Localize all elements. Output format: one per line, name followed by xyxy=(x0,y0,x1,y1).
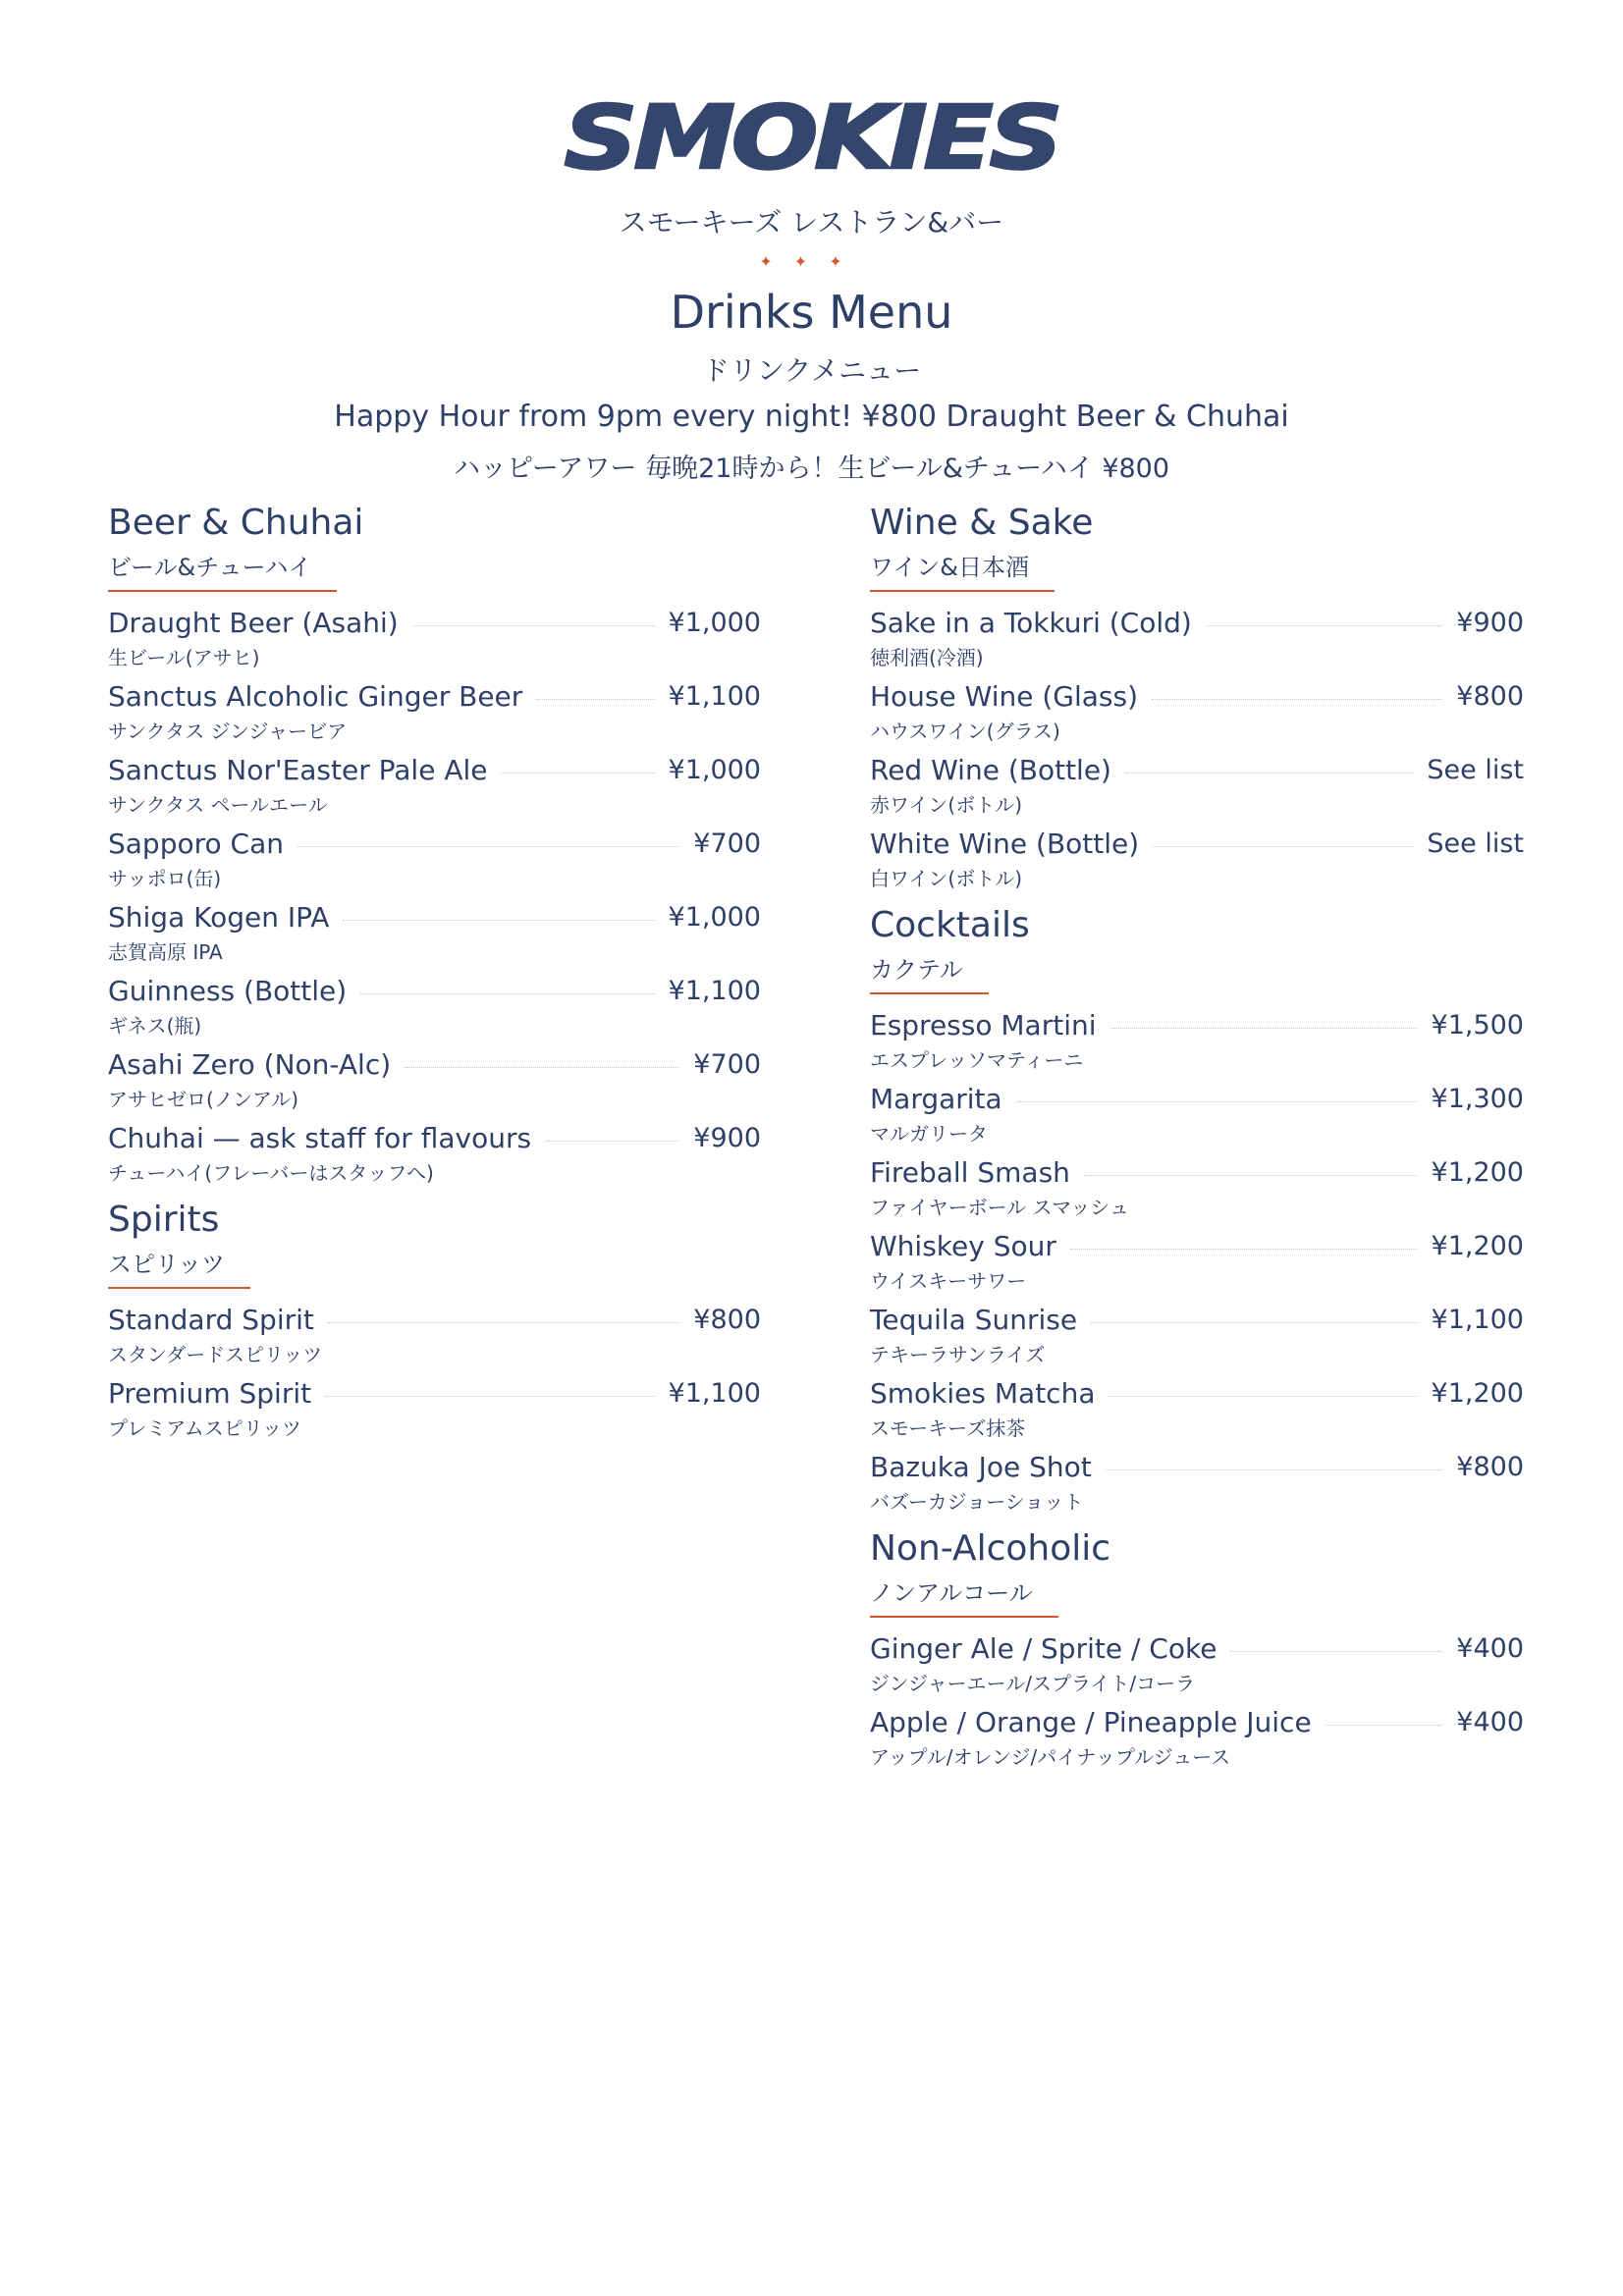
item-name-jp: ジンジャーエール/スプライト/コーラ xyxy=(870,1672,1196,1695)
item-name-jp: プレミアムスピリッツ xyxy=(108,1416,301,1440)
item-name-jp: チューハイ(フレーバーはスタッフへ) xyxy=(108,1161,434,1185)
section-cocktails xyxy=(870,898,1524,1522)
item-name: Shiga Kogen IPA xyxy=(108,901,330,934)
item-name-jp: 志賀高原 IPA xyxy=(108,940,223,964)
menu-item xyxy=(108,972,761,1045)
menu-item xyxy=(108,1301,761,1374)
item-price: ¥700 xyxy=(693,1049,761,1080)
dot-leader xyxy=(298,846,679,847)
item-name-jp: サンクタス ジンジャービア xyxy=(108,720,348,743)
item-name-jp: ギネス(瓶) xyxy=(108,1014,202,1038)
item-name: Whiskey Sour xyxy=(870,1230,1056,1262)
section-title: Cocktails xyxy=(870,905,1030,945)
item-name-jp: ファイヤーボール スマッシュ xyxy=(870,1196,1129,1219)
menu-item xyxy=(108,1045,761,1119)
item-name: Tequila Sunrise xyxy=(870,1304,1078,1336)
item-price: ¥800 xyxy=(693,1305,761,1335)
item-price: ¥800 xyxy=(1456,681,1524,712)
item-name: Sanctus Nor'Easter Pale Ale xyxy=(108,754,488,786)
menu-item xyxy=(870,677,1524,751)
section-title-jp: ワイン&日本酒 xyxy=(870,551,1055,592)
menu-item xyxy=(870,751,1524,825)
item-name-jp: 白ワイン(ボトル) xyxy=(870,867,1023,890)
section-title: Beer & Chuhai xyxy=(108,503,364,543)
dot-leader xyxy=(536,699,654,700)
restaurant-name-jp: スモーキーズ レストラン&バー xyxy=(619,206,1004,239)
item-name-jp: ハウスワイン(グラス) xyxy=(870,720,1060,743)
item-name-jp: サッポロ(缶) xyxy=(108,867,222,890)
star-divider-icon: ✦✦✦ xyxy=(759,252,864,271)
item-name: Premium Spirit xyxy=(108,1377,312,1410)
item-name: Red Wine (Bottle) xyxy=(870,754,1111,786)
section-wine-sake xyxy=(870,496,1524,898)
item-name: Smokies Matcha xyxy=(870,1377,1096,1410)
happy-hour-note: Happy Hour from 9pm every night! ¥800 Draught Beer & Chuhai xyxy=(334,400,1289,434)
menu-item xyxy=(108,825,761,898)
section-title-jp: スピリッツ xyxy=(108,1248,250,1289)
dot-leader xyxy=(501,773,654,774)
section-title: Wine & Sake xyxy=(870,503,1094,543)
happy-hour-note-jp: ハッピーアワー 毎晩21時から！生ビール&チューハイ ¥800 xyxy=(453,454,1170,484)
section-title: Spirits xyxy=(108,1200,220,1240)
item-price: ¥900 xyxy=(1456,608,1524,638)
menu-item xyxy=(870,1080,1524,1153)
item-price: See list xyxy=(1427,755,1524,785)
item-price: ¥1,300 xyxy=(1431,1084,1524,1114)
menu-item xyxy=(108,898,761,972)
item-name-jp: アサヒゼロ(ノンアル) xyxy=(108,1088,299,1111)
dot-leader xyxy=(1110,1028,1418,1029)
item-price: ¥1,000 xyxy=(668,608,761,638)
left-column xyxy=(108,496,761,1448)
item-name-jp: バズーカジョーショット xyxy=(870,1490,1084,1514)
menu-item xyxy=(870,1629,1524,1703)
menu-item xyxy=(108,751,761,825)
item-price: ¥1,100 xyxy=(668,1378,761,1409)
item-name-jp: テキーラサンライズ xyxy=(870,1343,1046,1366)
menu-item xyxy=(108,677,761,751)
item-name-jp: エスプレッソマティーニ xyxy=(870,1048,1084,1072)
item-name: Chuhai — ask staff for flavours xyxy=(108,1122,532,1154)
item-name: Sanctus Alcoholic Ginger Beer xyxy=(108,680,523,713)
item-name: Sake in a Tokkuri (Cold) xyxy=(870,607,1192,639)
dot-leader xyxy=(405,1067,679,1068)
item-price: ¥1,100 xyxy=(668,976,761,1006)
item-name-jp: マルガリータ xyxy=(870,1122,988,1146)
dot-leader xyxy=(1206,625,1442,626)
page-title: Drinks Menu xyxy=(670,286,953,339)
menu-item xyxy=(108,1374,761,1448)
menu-item xyxy=(870,1301,1524,1374)
section-title-jp: ノンアルコール xyxy=(870,1576,1058,1618)
item-price: ¥1,100 xyxy=(668,681,761,712)
item-name: Espresso Martini xyxy=(870,1009,1097,1041)
item-price: ¥1,200 xyxy=(1431,1231,1524,1261)
dot-leader xyxy=(343,920,654,921)
item-name: House Wine (Glass) xyxy=(870,680,1139,713)
item-name-jp: 徳利酒(冷酒) xyxy=(870,646,984,669)
dot-leader xyxy=(328,1322,679,1323)
section-title: Non-Alcoholic xyxy=(870,1528,1111,1569)
item-price: ¥400 xyxy=(1456,1633,1524,1664)
item-price: See list xyxy=(1427,828,1524,859)
right-column xyxy=(870,496,1524,1777)
dot-leader xyxy=(1152,699,1442,700)
item-name: Asahi Zero (Non-Alc) xyxy=(108,1048,392,1081)
dot-leader xyxy=(1125,773,1413,774)
item-price: ¥1,500 xyxy=(1431,1010,1524,1041)
item-price: ¥1,000 xyxy=(668,755,761,785)
dot-leader xyxy=(1153,846,1413,847)
dot-leader xyxy=(360,993,654,994)
item-name: Margarita xyxy=(870,1083,1002,1115)
dot-leader xyxy=(412,625,655,626)
item-name: Ginger Ale / Sprite / Coke xyxy=(870,1632,1217,1665)
item-price: ¥1,200 xyxy=(1431,1378,1524,1409)
menu-item xyxy=(108,604,761,677)
menu-item xyxy=(870,1006,1524,1080)
item-name-jp: スタンダードスピリッツ xyxy=(108,1343,323,1366)
dot-leader xyxy=(325,1396,654,1397)
section-beer-chuhai xyxy=(108,496,761,1193)
menu-item xyxy=(108,1119,761,1193)
item-name: Guinness (Bottle) xyxy=(108,975,348,1007)
item-name-jp: 生ビール(アサヒ) xyxy=(108,646,260,669)
item-name: Draught Beer (Asahi) xyxy=(108,607,399,639)
item-name: Sapporo Can xyxy=(108,828,284,860)
dot-leader xyxy=(1016,1101,1418,1102)
menu-item xyxy=(870,1374,1524,1448)
item-name: White Wine (Bottle) xyxy=(870,828,1140,860)
item-name-jp: アップル/オレンジ/パイナップルジュース xyxy=(870,1745,1231,1769)
item-price: ¥1,200 xyxy=(1431,1157,1524,1188)
item-price: ¥900 xyxy=(693,1123,761,1153)
menu-item xyxy=(870,825,1524,898)
section-spirits xyxy=(108,1193,761,1448)
item-price: ¥1,000 xyxy=(668,902,761,933)
section-title-jp: ビール&チューハイ xyxy=(108,551,337,592)
item-name: Apple / Orange / Pineapple Juice xyxy=(870,1706,1312,1738)
dot-leader xyxy=(1106,1469,1443,1470)
dot-leader xyxy=(545,1141,679,1142)
dot-leader xyxy=(1325,1725,1443,1726)
item-name: Fireball Smash xyxy=(870,1156,1070,1189)
item-price: ¥1,100 xyxy=(1431,1305,1524,1335)
section-title-jp: カクテル xyxy=(870,953,989,994)
item-name-jp: ウイスキーサワー xyxy=(870,1269,1027,1293)
item-name: Bazuka Joe Shot xyxy=(870,1451,1092,1483)
dot-leader xyxy=(1230,1651,1442,1652)
item-name: Standard Spirit xyxy=(108,1304,314,1336)
item-name-jp: 赤ワイン(ボトル) xyxy=(870,793,1023,817)
menu-item xyxy=(870,1703,1524,1777)
menu-item xyxy=(870,1448,1524,1522)
dot-leader xyxy=(1084,1175,1418,1176)
item-name-jp: スモーキーズ抹茶 xyxy=(870,1416,1026,1440)
item-price: ¥700 xyxy=(693,828,761,859)
dot-leader xyxy=(1109,1396,1417,1397)
item-price: ¥400 xyxy=(1456,1707,1524,1737)
smokies-logo: SMOKIES xyxy=(564,85,1059,189)
menu-item xyxy=(870,604,1524,677)
menu-item xyxy=(870,1227,1524,1301)
dot-leader xyxy=(1070,1249,1418,1250)
page-title-jp: ドリンクメニュー xyxy=(701,354,922,387)
item-name-jp: サンクタス ペールエール xyxy=(108,793,328,817)
section-non-alcoholic xyxy=(870,1522,1524,1777)
menu-item xyxy=(870,1153,1524,1227)
dot-leader xyxy=(1091,1322,1417,1323)
item-price: ¥800 xyxy=(1456,1452,1524,1482)
